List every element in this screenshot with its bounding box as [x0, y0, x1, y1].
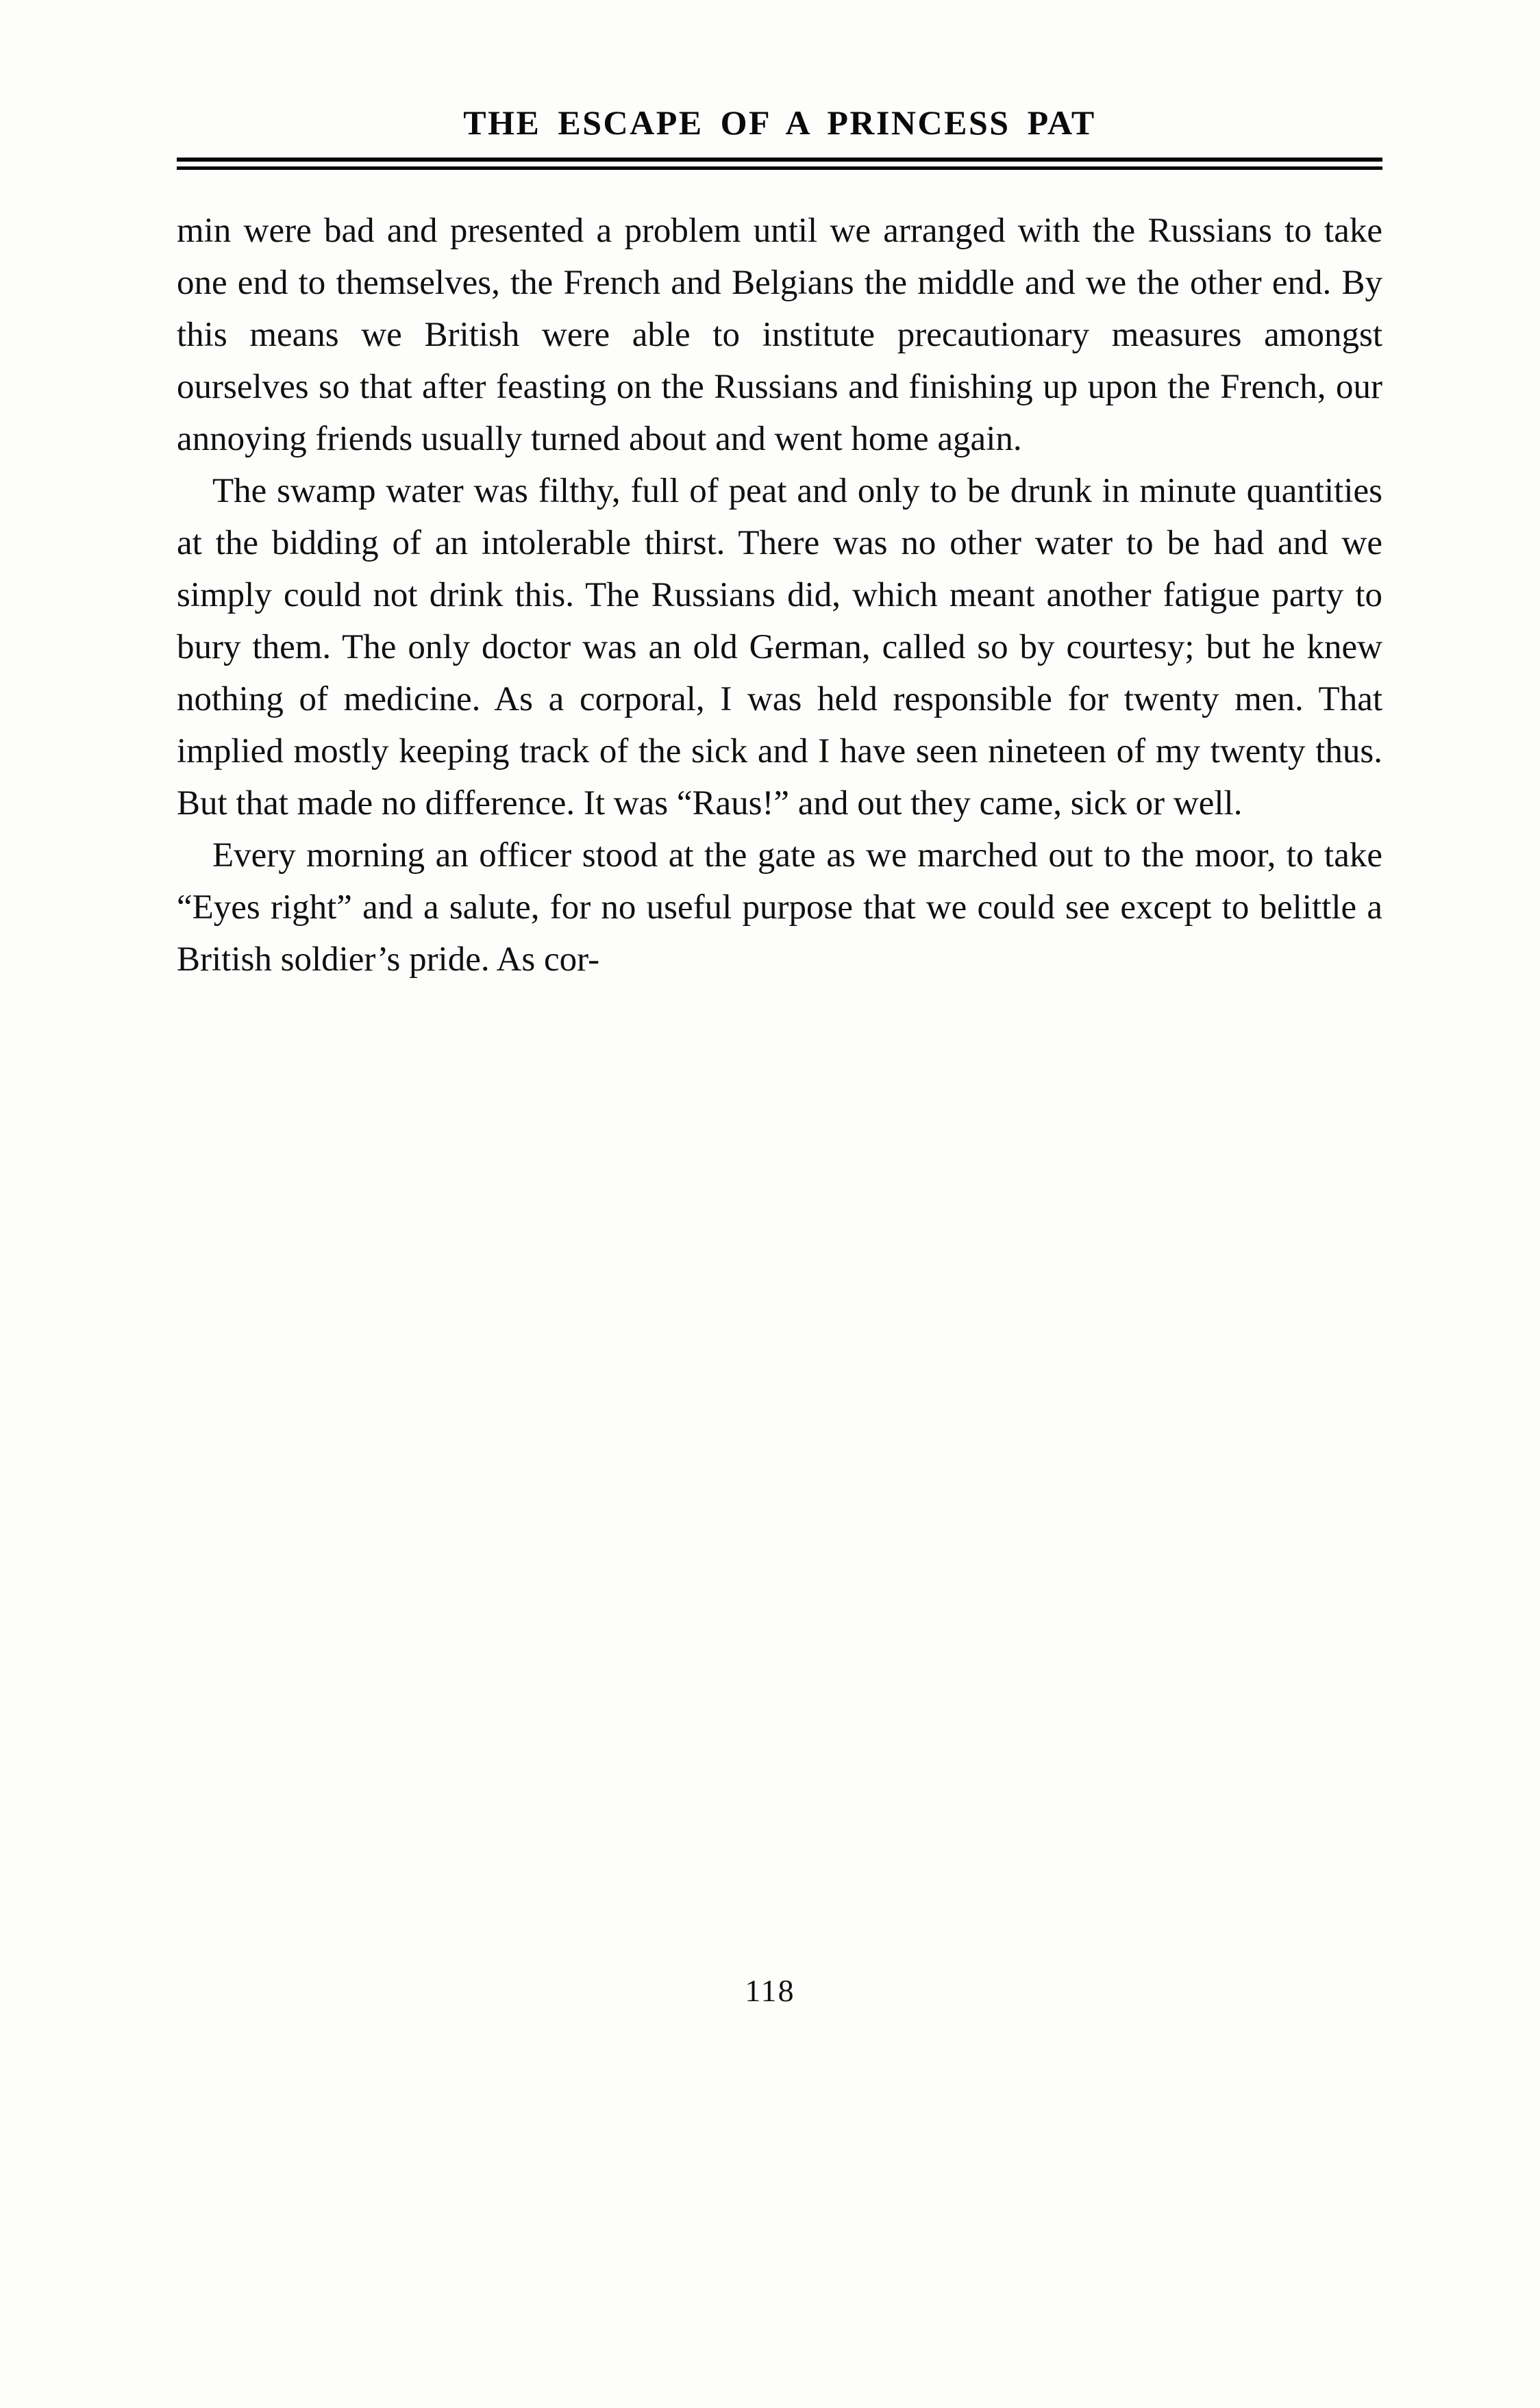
- paragraph-3: Every morning an officer stood at the gate as we marched out to the moor, to take “Eyes right” and a salute, for no useful purpose that we could see except to belittle a British soldier’s pride. As cor-: [177, 836, 1382, 979]
- header-rule-gap: [177, 162, 1382, 166]
- page-content: [177, 103, 1382, 986]
- header-rule-thin: [177, 166, 1382, 170]
- body-text: [177, 205, 1382, 986]
- running-head: THE ESCAPE OF A PRINCESS PAT: [463, 103, 1096, 142]
- page-number: 118: [745, 1973, 795, 2008]
- paragraph-2: The swamp water was filthy, full of peat and only to be drunk in minute quantities at the bidding of an intolerable thirst. There was no other water to be had and we simply could not drink this. The Russians did, which meant another fatigue party to bury them. The only doctor was an old German, called so by courtesy; but he knew nothing of medicine. As a corporal, I was held responsible for twenty men. That implied mostly keeping track of the sick and I have seen nineteen of my twenty thus. But that made no difference. It was “Raus!” and out they came, sick or well.: [177, 471, 1382, 823]
- paragraph-1: min were bad and presented a problem until we arranged with the Russians to take one end to themselves, the French and Belgians the middle and we the other end. By this means we British were able to institute precautionary measures amongst ourselves so that after feasting on the Russians and finishing up upon the French, our annoying friends usually turned about and went home again.: [177, 212, 1382, 458]
